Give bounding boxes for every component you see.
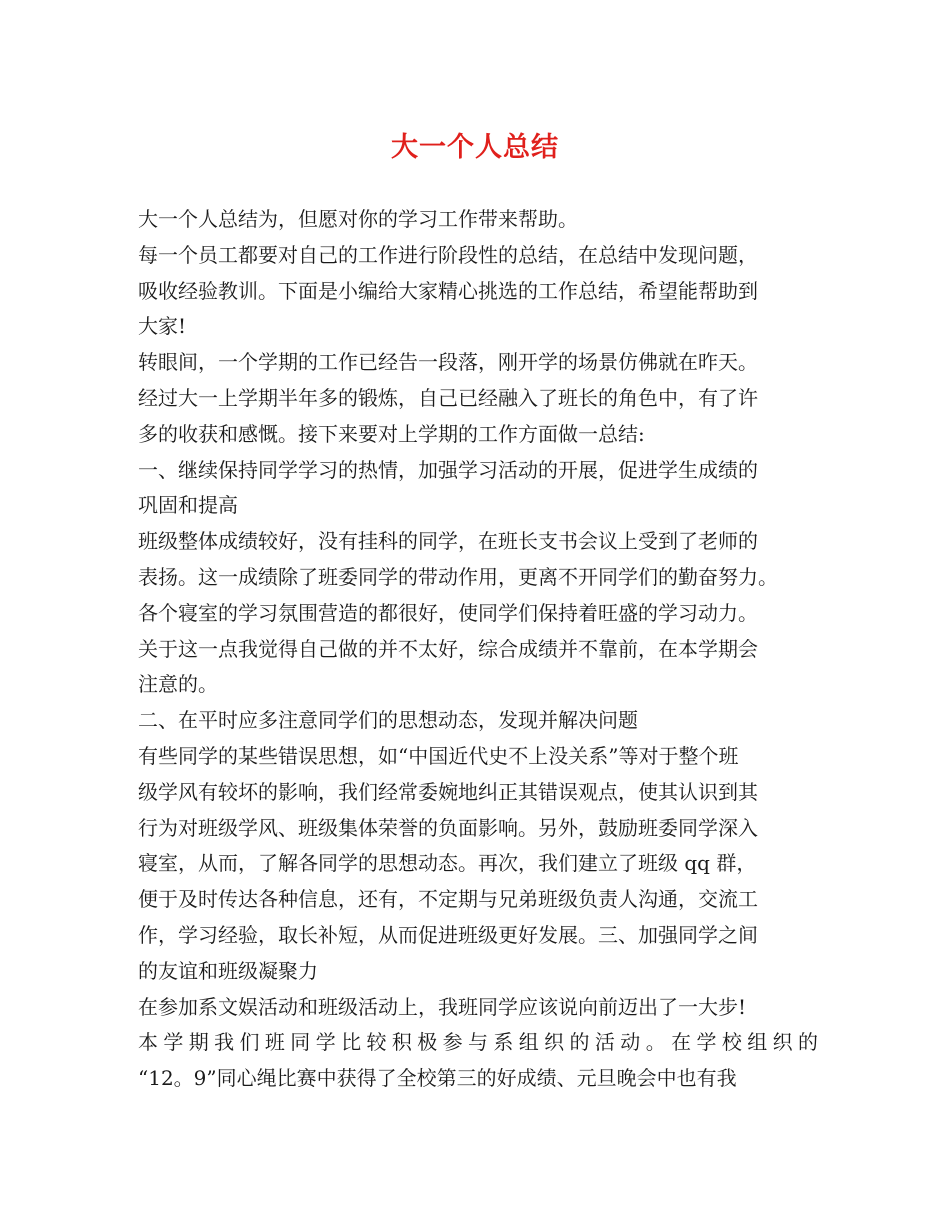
body-line: 级学风有较坏的影响，我们经常委婉地纠正其错误观点，使其认识到其 (138, 779, 758, 804)
body-line: 经过大一上学期半年多的锻炼，自己已经融入了班长的角色中，有了许 (138, 385, 758, 410)
section-heading: 巩固和提高 (138, 493, 238, 518)
body-line: 关于这一点我觉得自己做的并不太好，综合成绩并不靠前，在本学期会 (138, 636, 758, 661)
body-line: “12。9”同心绳比赛中获得了全校第三的好成绩、元旦晚会中也有我 (138, 1066, 737, 1091)
body-line: 大一个人总结为，但愿对你的学习工作带来帮助。 (138, 207, 578, 231)
body-line: 行为对班级学风、班级集体荣誉的负面影响。另外，鼓励班委同学深入 (138, 815, 758, 840)
document-body (138, 202, 818, 1097)
body-line: 吸收经验教训。下面是小编给大家精心挑选的工作总结，希望能帮助到 (138, 278, 758, 303)
body-line: 表扬。这一成绩除了班委同学的带动作用，更离不开同学们的勤奋努力。 (138, 564, 778, 589)
body-line: 每一个员工都要对自己的工作进行阶段性的总结，在总结中发现问题， (138, 242, 758, 267)
body-line: 便于及时传达各种信息，还有，不定期与兄弟班级负责人沟通，交流工 (138, 887, 758, 912)
document-title: 大一个人总结 (391, 132, 559, 163)
body-line: 多的收获和感慨。接下来要对上学期的工作方面做一总结: (138, 421, 645, 446)
body-line: 在参加系文娱活动和班级活动上，我班同学应该说向前迈出了一大步! (138, 994, 747, 1019)
body-line: 大家! (138, 314, 187, 339)
body-line: 班级整体成绩较好，没有挂科的同学，在班长支书会议上受到了老师的 (138, 529, 758, 554)
section-heading: 二、在平时应多注意同学们的思想动态，发现并解决问题 (138, 708, 638, 733)
body-line: 注意的。 (138, 672, 218, 697)
body-line: 有些同学的某些错误思想，如“中国近代史不上没关系”等对于整个班 (138, 743, 739, 768)
section-heading: 一、继续保持同学学习的热情，加强学习活动的开展，促进学生成绩的 (138, 457, 758, 482)
body-line: 各个寝室的学习氛围营造的都很好，使同学们保持着旺盛的学习动力。 (138, 600, 758, 625)
body-line: 寝室，从而，了解各同学的思想动态。再次，我们建立了班级 qq 群， (138, 851, 757, 876)
body-line: 的友谊和班级凝聚力 (138, 958, 318, 983)
body-line: 转眼间，一个学期的工作已经告一段落，刚开学的场景仿佛就在昨天。 (138, 350, 758, 375)
body-line: 本学期我们班同学比较积极参与系组织的活动。在学校组织的 (138, 1030, 818, 1055)
body-line: 作，学习经验，取长补短，从而促进班级更好发展。三、加强同学之间 (138, 922, 758, 947)
